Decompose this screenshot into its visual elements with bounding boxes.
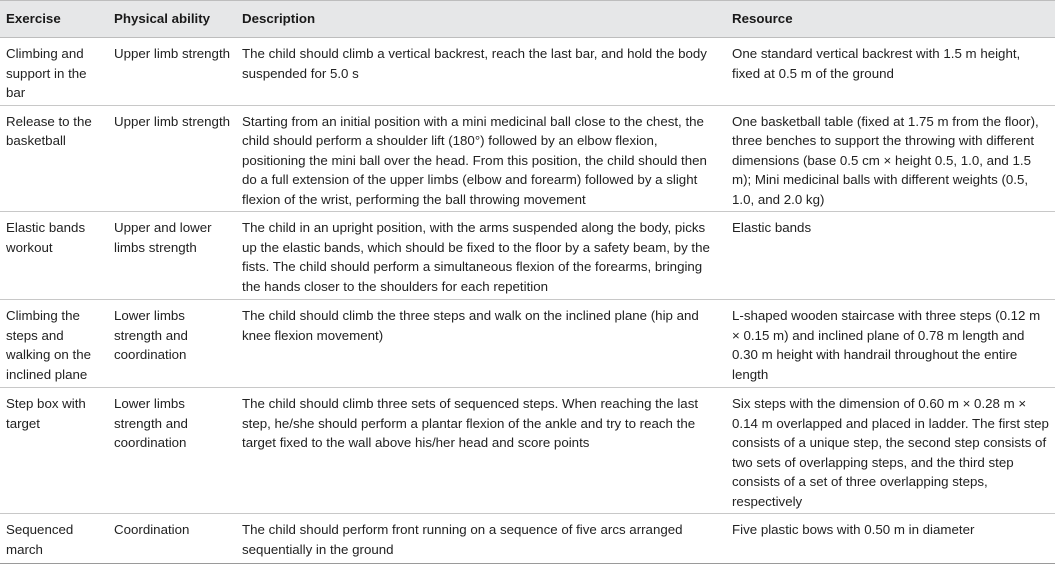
header-description: Description	[236, 1, 726, 38]
resource-text: -shaped wooden staircase with three steps (0.12 m × 0.15 m) and inclined plane of 0.78 m length and 0.30 m height with handrail throughout the entire length	[732, 308, 1041, 382]
cell-physical-ability: Upper and lower limbs strength	[108, 212, 236, 300]
table-header	[0, 1, 1055, 38]
cell-description: The child should climb three sets of sequenced steps. When reaching the last step, he/she should perform a plantar flexion of the ankle and try to reach the target fixed to the wall above his/her head and score points	[236, 388, 726, 514]
header-exercise: Exercise	[0, 1, 108, 38]
cell-description: The child should climb the three steps and walk on the inclined plane (hip and knee flexion movement)	[236, 300, 726, 388]
table-row	[0, 514, 1055, 564]
cell-resource	[726, 300, 1055, 388]
table-row	[0, 388, 1055, 514]
cell-physical-ability: Lower limbs strength and coordination	[108, 300, 236, 388]
cell-exercise: Sequenced march	[0, 514, 108, 564]
cell-exercise: Climbing the steps and walking on the inclined plane	[0, 300, 108, 388]
table-row	[0, 38, 1055, 106]
cell-exercise: Release to the basketball	[0, 105, 108, 212]
header-row	[0, 1, 1055, 38]
cell-description: The child should climb a vertical backrest, reach the last bar, and hold the body suspended for 5.0 s	[236, 38, 726, 106]
header-resource: Resource	[726, 1, 1055, 38]
table-row	[0, 212, 1055, 300]
cell-resource: Five plastic bows with 0.50 m in diameter	[726, 514, 1055, 564]
resource-prefix: L	[732, 308, 740, 323]
cell-description: The child should perform front running on a sequence of five arcs arranged sequentially in the ground	[236, 514, 726, 564]
table-row	[0, 105, 1055, 212]
table-row	[0, 300, 1055, 388]
cell-resource: One basketball table (fixed at 1.75 m from the floor), three benches to support the throwing with different dimensions (base 0.5 cm × height 0.5, 1.0, and 1.5 m); Mini medicinal balls with different weights (0.5, 1.0, and 2.0 kg)	[726, 105, 1055, 212]
cell-physical-ability: Upper limb strength	[108, 105, 236, 212]
cell-resource: Elastic bands	[726, 212, 1055, 300]
cell-physical-ability: Upper limb strength	[108, 38, 236, 106]
table-body	[0, 38, 1055, 564]
cell-exercise: Step box with target	[0, 388, 108, 514]
cell-description: The child in an upright position, with the arms suspended along the body, picks up the elastic bands, which should be fixed to the floor by a safety beam, by the fists. The child should perform a simultaneous flexion of the forearms, bringing the hands closer to the shoulders for each repetition	[236, 212, 726, 300]
header-physical-ability: Physical ability	[108, 1, 236, 38]
cell-exercise: Elastic bands workout	[0, 212, 108, 300]
cell-description: Starting from an initial position with a mini medicinal ball close to the chest, the child should perform a shoulder lift (180°) followed by an elbow flexion, positioning the mini ball over the head. From this position, the child should then do a full extension of the upper limbs (elbow and forearm) followed by a slight flexion of the wrist, performing the ball throwing movement	[236, 105, 726, 212]
cell-physical-ability: Coordination	[108, 514, 236, 564]
cell-physical-ability: Lower limbs strength and coordination	[108, 388, 236, 514]
cell-exercise: Climbing and support in the bar	[0, 38, 108, 106]
cell-resource: Six steps with the dimension of 0.60 m × 0.28 m × 0.14 m overlapped and placed in ladder. The first step consists of a unique step, the second step consists of two sets of overlapping steps, and the third step consists of a set of three overlapping steps, respectively	[726, 388, 1055, 514]
cell-resource: One standard vertical backrest with 1.5 m height, fixed at 0.5 m of the ground	[726, 38, 1055, 106]
